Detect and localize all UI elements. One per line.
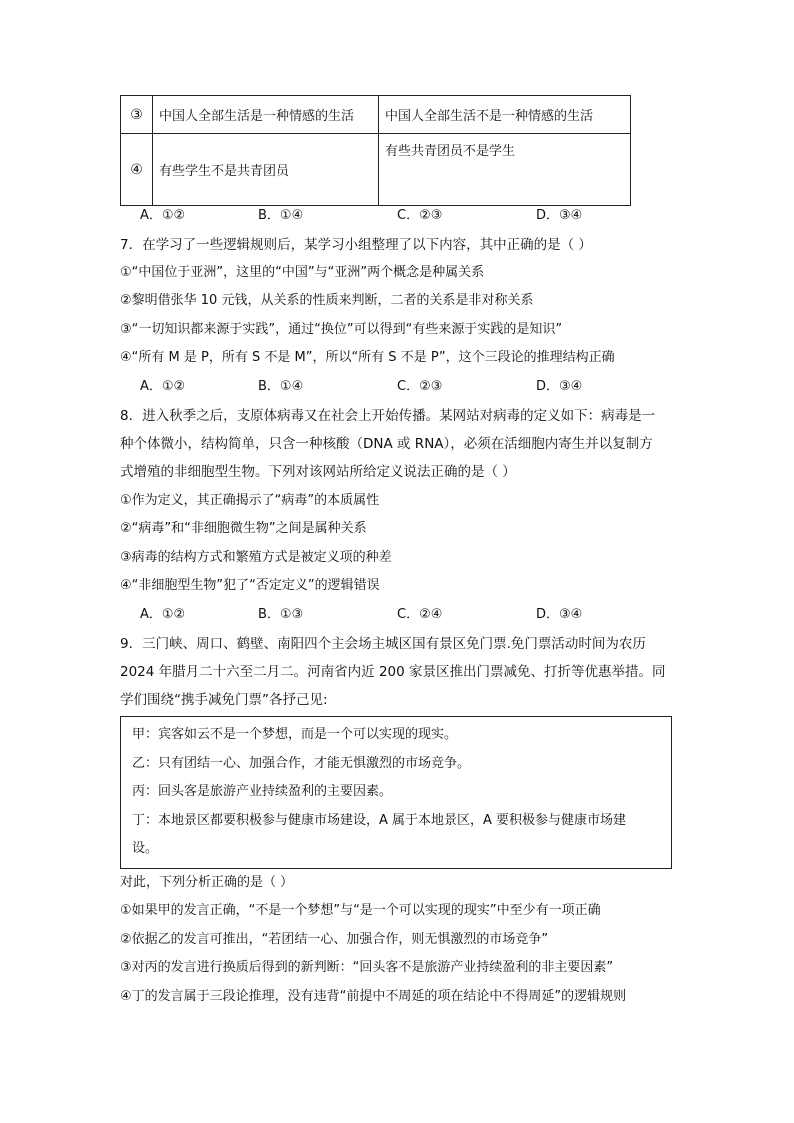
option-d[interactable]: D．③④ [536, 607, 583, 622]
option-a[interactable]: A．①② [140, 607, 186, 622]
q9-prompt: 对此，下列分析正确的是（ ） [120, 875, 294, 890]
q8-stem-line: 8．进入秋季之后，支原体病毒又在社会上开始传播。某网站对病毒的定义如下：病毒是一 [120, 408, 656, 424]
table-cell-number: ④ [121, 134, 153, 206]
comparison-table [120, 95, 631, 206]
q7-item: ④“所有 M 是 P，所有 S 不是 M”，所以“所有 S 不是 P”，这个三段论的推理结构正确 [120, 350, 615, 365]
opinions-box [120, 716, 672, 869]
table-cell-left: 中国人全部生活是一种情感的生活 [153, 96, 379, 134]
opinion-bing: 丙：回头客是旅游产业持续盈利的主要因素。 [132, 784, 393, 799]
q8-item: ④“非细胞型生物”犯了“否定定义”的逻辑错误 [120, 578, 380, 593]
q9-stem-line: 2024 年腊月二十六至二月二。河南省内近 200 家景区推出门票减免、打折等优惠举措。同 [120, 664, 666, 680]
q9-stem-line: 学们围绕“携手减免门票”各抒己见: [120, 692, 328, 708]
q8-stem-line: 种个体微小，结构简单，只含一种核酸（DNA 或 RNA），必须在活细胞内寄生并以复制方 [120, 436, 653, 452]
option-d[interactable]: D．③④ [536, 208, 583, 223]
q8-stem-line: 式增殖的非细胞型生物。下列对该网站所给定义说法正确的是（ ） [120, 464, 516, 480]
q9-item: ③对丙的发言进行换质后得到的新判断：“回头客不是旅游产业持续盈利的非主要因素” [120, 960, 614, 975]
option-a[interactable]: A．①② [140, 208, 186, 223]
option-d[interactable]: D．③④ [536, 379, 583, 394]
q9-item: ①如果甲的发言正确，“不是一个梦想”与“是一个可以实现的现实”中至少有一项正确 [120, 903, 601, 918]
q9-item: ②依据乙的发言可推出，“若团结一心、加强合作，则无惧激烈的市场竞争” [120, 932, 549, 947]
table-cell-left: 有些学生不是共青团员 [153, 134, 379, 206]
table-cell-right: 有些共青团员不是学生 [379, 134, 631, 206]
opinion-ding: 丁：本地景区都要积极参与健康市场建设，A 属于本地景区，A 要积极参与健康市场建 [132, 813, 627, 828]
option-c[interactable]: C．②③ [397, 379, 443, 394]
table-cell-number: ③ [121, 96, 153, 134]
q8-item: ①作为定义，其正确揭示了“病毒”的本质属性 [120, 493, 380, 508]
option-b[interactable]: B．①③ [258, 607, 304, 622]
q7-item: ③“一切知识都来源于实践”，通过“换位”可以得到“有些来源于实践的是知识” [120, 322, 563, 337]
option-b[interactable]: B．①④ [258, 208, 304, 223]
table-cell-right: 中国人全部生活不是一种情感的生活 [379, 96, 631, 134]
table-row [121, 96, 631, 134]
q9-item: ④丁的发言属于三段论推理，没有违背“前提中不周延的项在结论中不得周延”的逻辑规则 [120, 989, 627, 1004]
option-b[interactable]: B．①④ [258, 379, 304, 394]
q7-item: ②黎明借张华 10 元钱，从关系的性质来判断，二者的关系是非对称关系 [120, 293, 534, 308]
option-c[interactable]: C．②④ [397, 607, 443, 622]
opinion-ding-cont: 设。 [132, 841, 159, 856]
option-c[interactable]: C．②③ [397, 208, 443, 223]
q7-stem: 7．在学习了一些逻辑规则后，某学习小组整理了以下内容，其中正确的是（ ） [120, 237, 592, 253]
opinion-yi: 乙：只有团结一心、加强合作，才能无惧激烈的市场竞争。 [132, 756, 471, 771]
option-a[interactable]: A．①② [140, 379, 186, 394]
q8-item: ②“病毒”和“非细胞微生物”之间是属种关系 [120, 521, 367, 536]
table-row [121, 134, 631, 206]
q9-stem-line: 9．三门峡、周口、鹤壁、南阳四个主会场主城区国有景区免门票.免门票活动时间为农历 [120, 636, 646, 652]
q8-item: ③病毒的结构方式和繁殖方式是被定义项的种差 [120, 550, 392, 565]
opinion-jia: 甲：宾客如云不是一个梦想，而是一个可以实现的现实。 [132, 727, 458, 742]
q7-item: ①“中国位于亚洲”，这里的“中国”与“亚洲”两个概念是种属关系 [120, 265, 485, 280]
